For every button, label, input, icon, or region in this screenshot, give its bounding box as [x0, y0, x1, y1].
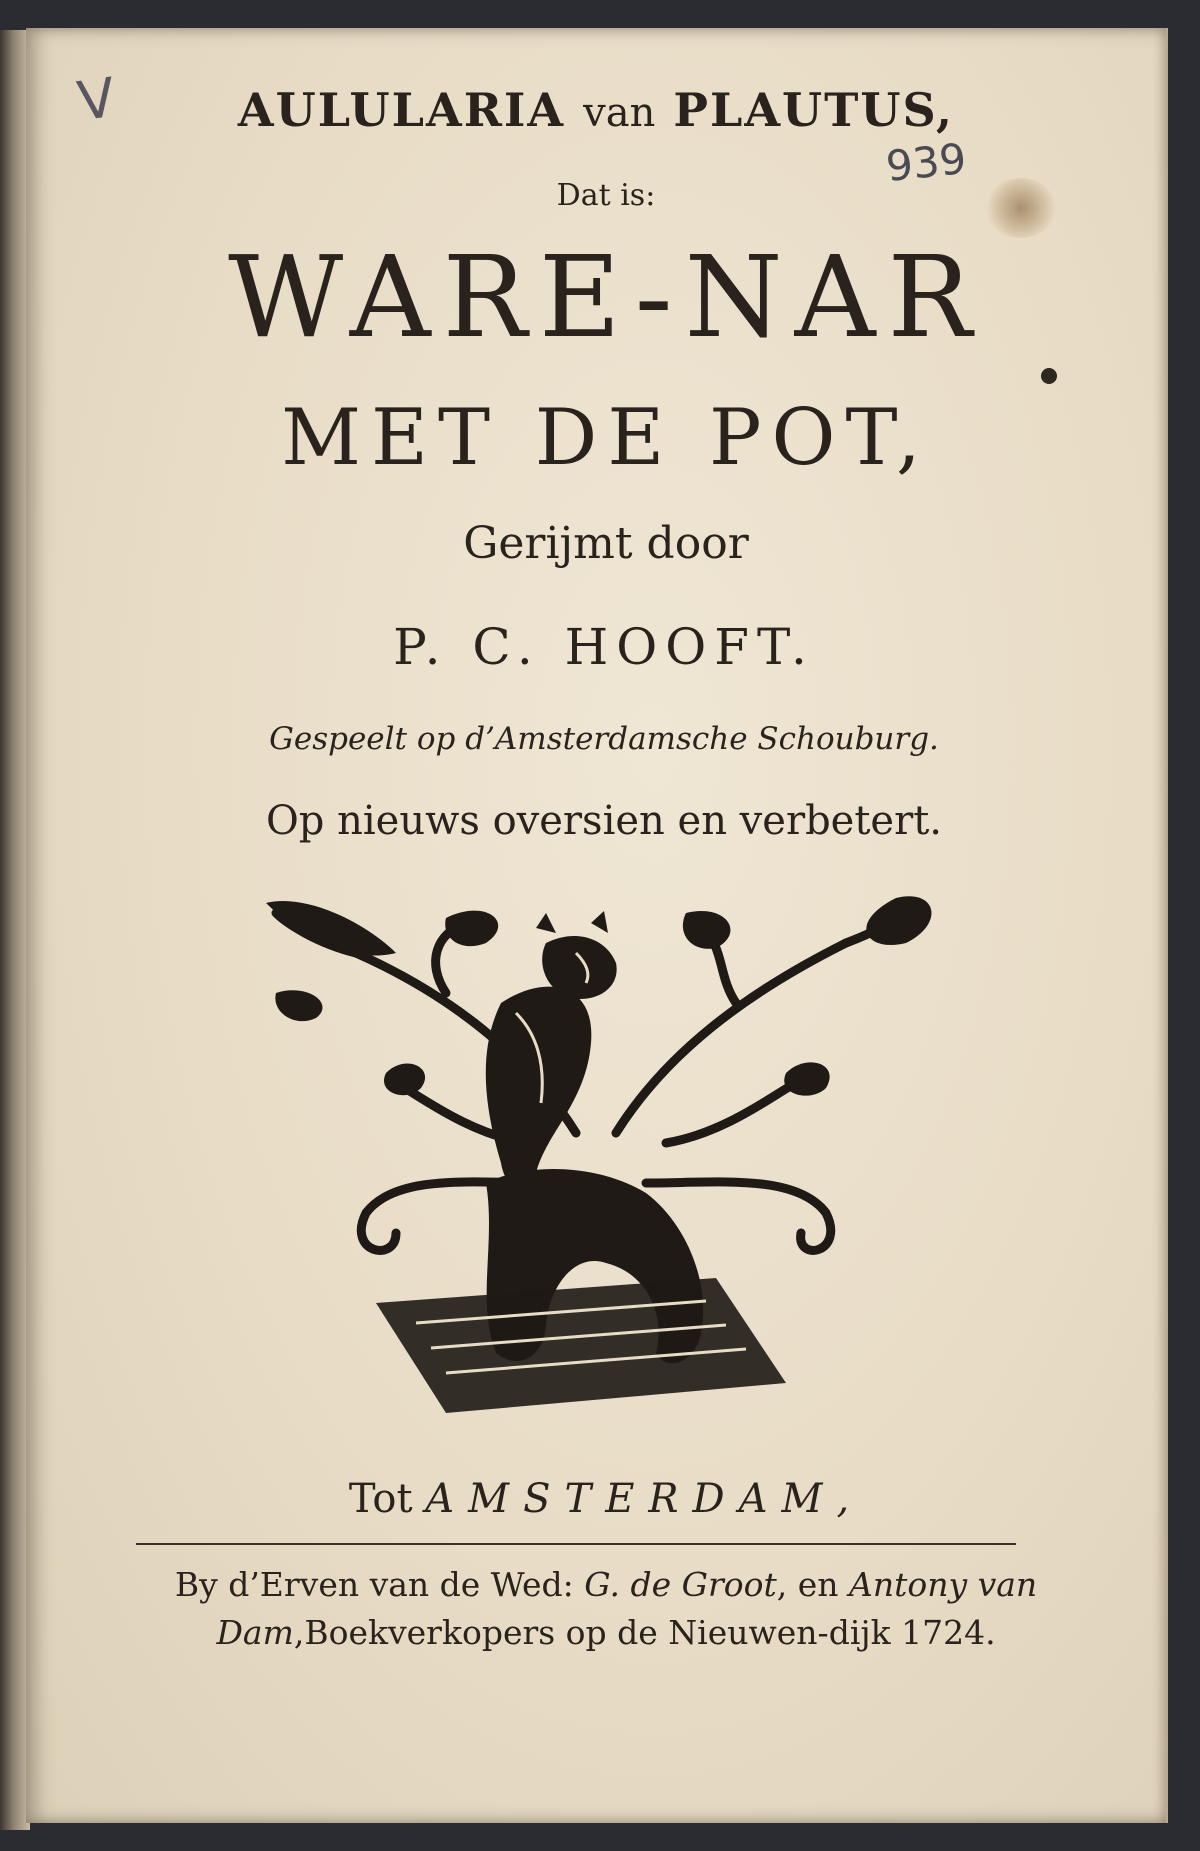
imprint-city-line: [36, 1476, 1176, 1522]
ink-dot: [1041, 368, 1057, 384]
imprint-printer-vandam-first: Antony van: [849, 1565, 1038, 1604]
main-title: WARE-NAR: [228, 233, 984, 363]
title-line: [26, 83, 1166, 137]
imprint-printer-degroot: G. de Groot: [584, 1565, 777, 1604]
imprint-line-1: [36, 1565, 1176, 1604]
printer-device-woodcut-icon: [246, 883, 946, 1423]
dat-is-line: Dat is:: [556, 178, 656, 213]
revision-note: Op nieuws oversien en verbetert.: [266, 798, 942, 844]
imprint-divider: [136, 1543, 1016, 1545]
title-word-plautus: PLAUTUS,: [673, 83, 955, 137]
performance-note: Gespeelt op d’Amsterdamsche Schouburg.: [269, 721, 939, 757]
imprint-printer-vandam-last: Dam: [216, 1613, 294, 1652]
pencil-mark: V: [73, 65, 120, 134]
imprint-heirs: By d’Erven van de Wed:: [174, 1565, 574, 1604]
imprint-conjunction: , en: [776, 1565, 839, 1604]
shelf-mark: 939: [883, 133, 969, 192]
subtitle: MET DE POT,: [281, 393, 931, 483]
title-word-aulularia: AULULARIA: [237, 83, 566, 137]
imprint-address-year: ,Boekverkopers op de Nieuwen-dijk 1724.: [293, 1613, 996, 1652]
title-word-van: van: [583, 90, 656, 136]
imprint-city-prefix: Tot: [348, 1476, 413, 1522]
title-page: [26, 28, 1168, 1823]
imprint-city-name: AMSTERDAM,: [425, 1476, 864, 1522]
rhymed-by-line: Gerijmt door: [463, 518, 749, 569]
author-name: P. C. HOOFT.: [393, 618, 815, 676]
imprint-line-2: [36, 1613, 1176, 1652]
